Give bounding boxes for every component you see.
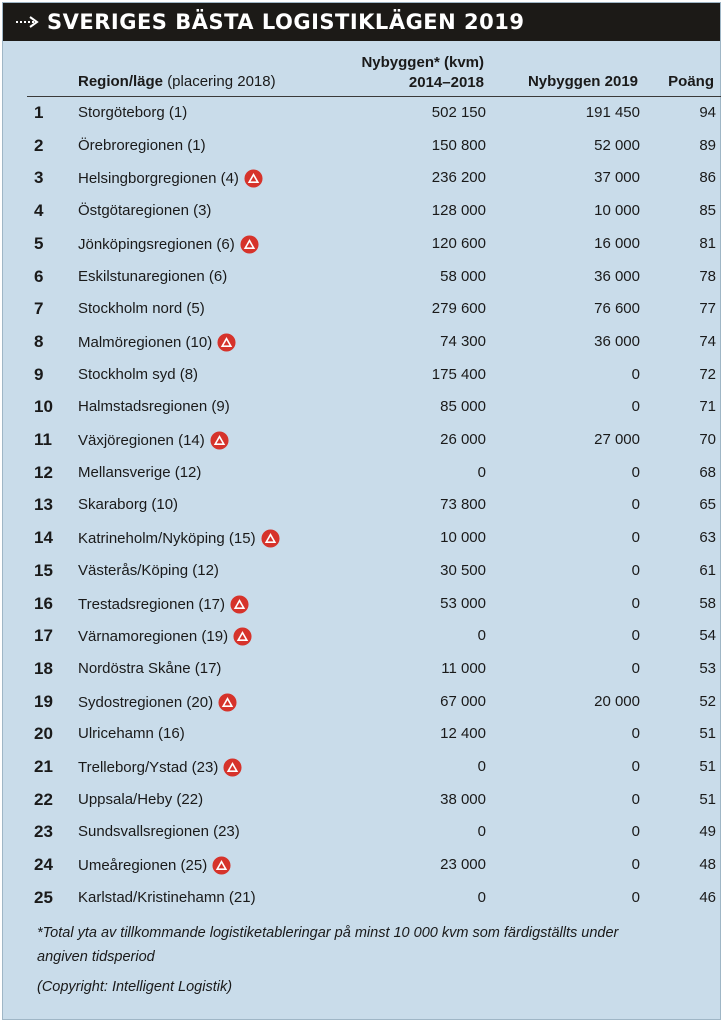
table-row [3, 391, 722, 424]
points: 71 [699, 398, 716, 416]
table-row [3, 326, 722, 359]
rank-number: 4 [34, 201, 44, 221]
rank-number: 16 [34, 593, 53, 613]
region-cell [78, 496, 178, 513]
built-2014-2018: 67 000 [440, 692, 486, 710]
region-cell [78, 300, 205, 317]
table-row [3, 620, 722, 653]
points: 72 [699, 365, 716, 383]
built-2019: 0 [631, 758, 640, 775]
table-row [3, 195, 722, 228]
built-2019: 0 [631, 365, 640, 383]
footnote [37, 921, 618, 969]
points: 86 [699, 169, 716, 187]
region-name: Mellansverige (12) [78, 463, 202, 481]
rank-number: 21 [34, 757, 53, 776]
rank-number: 12 [34, 462, 53, 482]
built-2014-2018: 0 [477, 888, 486, 906]
table-row [3, 522, 722, 555]
region-name: Uppsala/Heby (22) [78, 790, 204, 808]
rank-number: 8 [34, 331, 44, 351]
region-name: Värnamoregionen (19) [78, 628, 229, 646]
table-row [3, 489, 722, 522]
header-col1 [361, 53, 484, 93]
rank-number: 1 [34, 103, 44, 122]
built-2019: 0 [631, 627, 640, 645]
region-name: Örebroregionen (1) [78, 136, 206, 154]
built-2014-2018: 85 000 [440, 398, 486, 416]
table-row [3, 653, 722, 686]
up-triangle-icon [240, 235, 259, 254]
rank-number: 14 [34, 528, 53, 548]
up-triangle-icon [233, 627, 252, 646]
built-2019: 0 [631, 790, 640, 808]
points: 63 [699, 529, 716, 547]
region-name: Halmstadsregionen (9) [78, 398, 230, 416]
points: 51 [699, 725, 716, 743]
footnote-line1: *Total yta av tillkommande logistiketableringar på minst 10 000 kvm som färdigställts under [37, 925, 619, 941]
built-2014-2018: 10 000 [440, 529, 486, 547]
rank-number: 18 [34, 658, 53, 678]
rank-number: 19 [34, 691, 53, 711]
up-triangle-icon [230, 595, 249, 614]
built-2014-2018: 26 000 [440, 431, 486, 448]
region-cell [78, 627, 252, 646]
region-cell [78, 333, 236, 352]
built-2014-2018: 74 300 [440, 332, 486, 350]
points: 89 [699, 136, 716, 154]
points: 52 [699, 692, 716, 710]
rank-number: 7 [34, 299, 44, 319]
built-2014-2018: 128 000 [431, 202, 486, 220]
table-row [3, 784, 722, 817]
built-2014-2018: 175 400 [431, 365, 486, 383]
up-triangle-icon [218, 693, 237, 712]
built-2014-2018: 73 800 [440, 496, 486, 514]
built-2014-2018: 502 150 [431, 104, 486, 121]
footnote-line2: angiven tidsperiod [37, 949, 155, 965]
region-cell [78, 464, 201, 481]
built-2019: 52 000 [594, 136, 640, 154]
region-cell [78, 758, 242, 777]
page-title: SVERIGES BÄSTA LOGISTIKLÄGEN 2019 [47, 10, 525, 34]
region-cell [78, 268, 227, 285]
region-cell [78, 693, 237, 712]
points: 53 [699, 659, 716, 677]
region-name: Nordöstra Skåne (17) [78, 659, 222, 677]
rank-number: 24 [34, 855, 53, 875]
ranking-panel [2, 2, 721, 1020]
points: 51 [699, 790, 716, 808]
table-row [3, 359, 722, 392]
region-name: Storgöteborg (1) [78, 104, 188, 121]
rank-number: 3 [34, 168, 44, 188]
region-name: Jönköpingsregionen (6) [78, 235, 235, 253]
built-2019: 37 000 [594, 169, 640, 187]
built-2014-2018: 0 [477, 627, 486, 645]
table-row [3, 555, 722, 588]
up-triangle-icon [223, 758, 242, 777]
built-2019: 36 000 [594, 267, 640, 285]
table-row [3, 588, 722, 621]
region-name: Helsingborgregionen (4) [78, 170, 239, 188]
region-cell [78, 366, 198, 383]
built-2014-2018: 12 400 [440, 725, 486, 743]
table-row [3, 816, 722, 849]
table-row [3, 261, 722, 294]
built-2019: 0 [631, 594, 640, 612]
region-cell [78, 431, 229, 450]
built-2014-2018: 279 600 [431, 300, 486, 318]
rank-number: 6 [34, 266, 44, 286]
title-bar [3, 3, 720, 41]
rank-number: 23 [34, 822, 53, 842]
table-row [3, 751, 722, 784]
region-name: Västerås/Köping (12) [78, 561, 219, 579]
header-region [78, 73, 276, 90]
region-cell [78, 235, 259, 254]
region-name: Stockholm nord (5) [78, 300, 205, 318]
up-triangle-icon [212, 856, 231, 875]
up-triangle-icon [217, 333, 236, 352]
dotted-arrow-icon [15, 15, 41, 29]
copyright: (Copyright: Intelligent Logistik) [37, 979, 233, 995]
region-cell [78, 137, 206, 154]
points: 70 [699, 431, 716, 448]
region-cell [78, 104, 187, 121]
built-2019: 0 [631, 561, 640, 579]
header-col2: Nybyggen 2019 [527, 73, 638, 90]
header-region-label: Region/läge [78, 73, 164, 90]
table-row [3, 882, 722, 915]
header-col1-line1: Nybyggen* (kvm) [361, 54, 484, 71]
built-2014-2018: 120 600 [431, 234, 486, 252]
region-name: Stockholm syd (8) [78, 365, 199, 383]
built-2019: 0 [631, 823, 640, 841]
region-cell [78, 889, 256, 906]
rank-number: 5 [34, 233, 44, 253]
header-col3: Poäng [668, 73, 714, 90]
points: 78 [699, 267, 716, 285]
region-cell [78, 169, 263, 188]
region-name: Växjöregionen (14) [78, 432, 205, 449]
rank-number: 11 [34, 430, 52, 449]
region-name: Eskilstunaregionen (6) [78, 267, 228, 285]
table-row [3, 457, 722, 490]
table-row [3, 424, 722, 457]
region-name: Trelleborg/Ystad (23) [78, 759, 219, 776]
built-2014-2018: 23 000 [440, 856, 486, 874]
built-2019: 20 000 [594, 692, 640, 710]
points: 65 [699, 496, 716, 514]
header-col1-line2: 2014–2018 [408, 74, 484, 91]
points: 46 [699, 888, 716, 906]
built-2019: 16 000 [594, 234, 640, 252]
region-name: Trestadsregionen (17) [78, 595, 226, 613]
built-2014-2018: 0 [477, 758, 486, 775]
rank-number: 13 [34, 495, 53, 515]
up-triangle-icon [244, 169, 263, 188]
table-row [3, 162, 722, 195]
region-name: Karlstad/Kristinehamn (21) [78, 888, 256, 906]
points: 48 [699, 856, 716, 874]
points: 74 [699, 332, 716, 350]
built-2014-2018: 38 000 [440, 790, 486, 808]
built-2014-2018: 0 [477, 823, 486, 841]
table-row [3, 718, 722, 751]
built-2019: 36 000 [594, 332, 640, 350]
points: 49 [699, 823, 716, 841]
built-2019: 0 [631, 725, 640, 743]
region-cell [78, 398, 230, 415]
points: 54 [699, 627, 716, 645]
built-2019: 0 [631, 398, 640, 416]
region-name: Östgötaregionen (3) [78, 202, 212, 220]
header-region-note: (placering 2018) [167, 73, 276, 90]
rank-number: 2 [34, 135, 44, 155]
built-2014-2018: 236 200 [431, 169, 486, 187]
points: 94 [699, 104, 716, 121]
points: 68 [699, 463, 716, 481]
region-name: Malmöregionen (10) [78, 333, 213, 351]
table-row [3, 228, 722, 261]
rank-number: 22 [34, 789, 53, 809]
table-row [3, 97, 722, 130]
rank-number: 9 [34, 364, 44, 384]
built-2014-2018: 11 000 [441, 659, 486, 677]
region-cell [78, 725, 185, 742]
region-name: Skaraborg (10) [78, 496, 179, 514]
table-row [3, 849, 722, 882]
region-name: Katrineholm/Nyköping (15) [78, 530, 256, 548]
rank-number: 25 [34, 887, 53, 907]
built-2014-2018: 53 000 [440, 594, 486, 612]
built-2019: 0 [631, 463, 640, 481]
points: 58 [699, 594, 716, 612]
points: 77 [699, 300, 716, 318]
table-row [3, 686, 722, 719]
points: 81 [699, 234, 716, 252]
region-name: Sundsvallsregionen (23) [78, 823, 240, 841]
points: 51 [699, 758, 716, 775]
built-2014-2018: 150 800 [431, 136, 486, 154]
region-cell [78, 562, 219, 579]
built-2019: 0 [631, 888, 640, 906]
built-2014-2018: 58 000 [440, 267, 486, 285]
rank-number: 17 [34, 626, 53, 646]
region-cell [78, 823, 240, 840]
region-cell [78, 529, 280, 548]
built-2019: 191 450 [585, 104, 640, 121]
rank-number: 20 [34, 724, 53, 744]
built-2019: 0 [631, 529, 640, 547]
up-triangle-icon [261, 529, 280, 548]
built-2019: 76 600 [594, 300, 640, 318]
built-2019: 0 [631, 659, 640, 677]
region-cell [78, 595, 249, 614]
region-name: Sydostregionen (20) [78, 693, 214, 711]
table-row [3, 130, 722, 163]
region-cell [78, 791, 203, 808]
built-2019: 0 [631, 856, 640, 874]
region-cell [78, 660, 221, 677]
built-2014-2018: 0 [477, 463, 486, 481]
region-cell [78, 202, 211, 219]
points: 61 [699, 561, 716, 579]
rank-number: 10 [34, 397, 53, 417]
region-name: Ulricehamn (16) [78, 725, 185, 743]
up-triangle-icon [210, 431, 229, 450]
region-name: Umeåregionen (25) [78, 857, 208, 875]
rank-number: 15 [34, 560, 53, 580]
points: 85 [699, 202, 716, 220]
table-row [3, 293, 722, 326]
region-cell [78, 856, 231, 875]
built-2014-2018: 30 500 [440, 561, 486, 579]
built-2019: 27 000 [594, 431, 640, 448]
built-2019: 0 [631, 496, 640, 514]
built-2019: 10 000 [594, 202, 640, 220]
